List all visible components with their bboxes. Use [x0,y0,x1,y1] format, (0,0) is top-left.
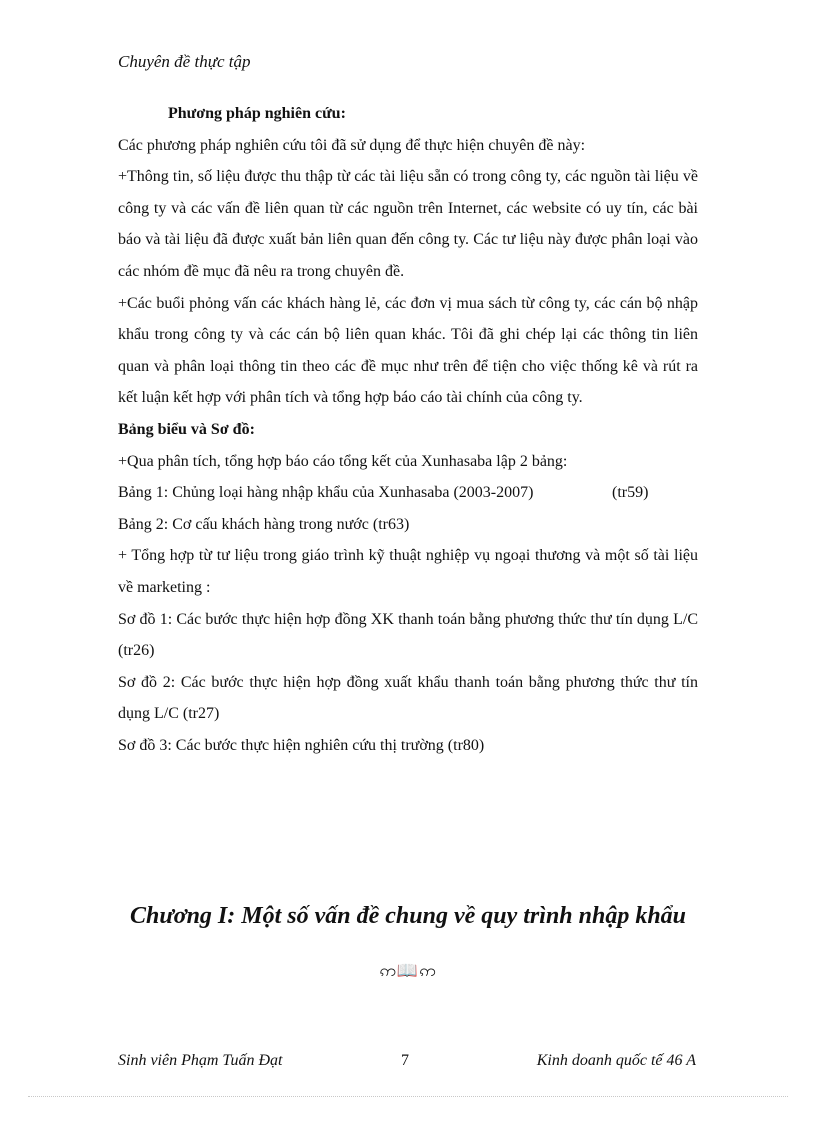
section-heading-method: Phương pháp nghiên cứu: [168,105,346,122]
table-entry [118,477,698,509]
table-entry: Bảng 2: Cơ cấu khách hàng trong nước (tr63) [118,515,410,533]
page-bottom-divider [28,1096,788,1097]
method-paragraph: +Các buổi phỏng vấn các khách hàng lẻ, các đơn vị mua sách từ công ty, các cán bộ nhập khẩu trong công ty và các cán bộ liên quan khác. Tôi đã ghi chép lại các thông tin liên quan và phân loại thông tin theo các đề mục như trên để tiện cho việc thống kê và rút ra kết luận kết hợp với phân tích và tổng hợp báo cáo tài chính của công ty. [118,294,698,407]
method-paragraph: Các phương pháp nghiên cứu tôi đã sử dụng để thực hiện chuyên đề này: [118,136,586,154]
method-paragraph: +Thông tin, số liệu được thu thập từ các tài liệu sẵn có trong công ty, các nguồn tài liệu về công ty và các vấn đề liên quan từ các nguồn trên Internet, các website có uy tín, các bài báo và tài liệu đã được xuất bản liên quan đến công ty. Các tư liệu này được phân loại vào các nhóm đề mục đã nêu ra trong chuyên đề. [118,168,698,280]
diagram-entry: Sơ đồ 3: Các bước thực hiện nghiên cứu thị trường (tr80) [118,736,485,754]
table-entry-page-ref: (tr59) [612,484,649,502]
diagram-entry: Sơ đồ 1: Các bước thực hiện hợp đồng XK thanh toán bằng phương thức thư tín dụng L/C (tr26) [118,610,698,660]
footer-author: Sinh viên Phạm Tuấn Đạt [118,1052,283,1069]
diagram-entry: Sơ đồ 2: Các bước thực hiện hợp đồng xuất khẩu thanh toán bằng phương thức thư tín dụng L/C (tr27) [118,673,698,723]
document-body [118,98,698,761]
diagrams-intro: + Tổng hợp từ tư liệu trong giáo trình kỹ thuật nghiệp vụ ngoại thương và một số tài liệu về marketing : [118,547,698,596]
running-header: Chuyên đề thực tập [118,52,251,71]
section-heading-tables: Bảng biểu và Sơ đồ: [118,420,255,438]
tables-intro: +Qua phân tích, tổng hợp báo cáo tổng kết của Xunhasaba lập 2 bảng: [118,452,568,470]
ornament-divider: ဢ📖ဢ [379,961,437,980]
footer-class: Kinh doanh quốc tế 46 A [536,1052,696,1069]
page-number: 7 [401,1052,409,1069]
chapter-title: Chương I: Một số vấn đề chung về quy trình nhập khẩu [129,903,687,929]
table-entry-text: Bảng 1: Chủng loại hàng nhập khẩu của Xunhasaba (2003-2007) [118,484,534,502]
